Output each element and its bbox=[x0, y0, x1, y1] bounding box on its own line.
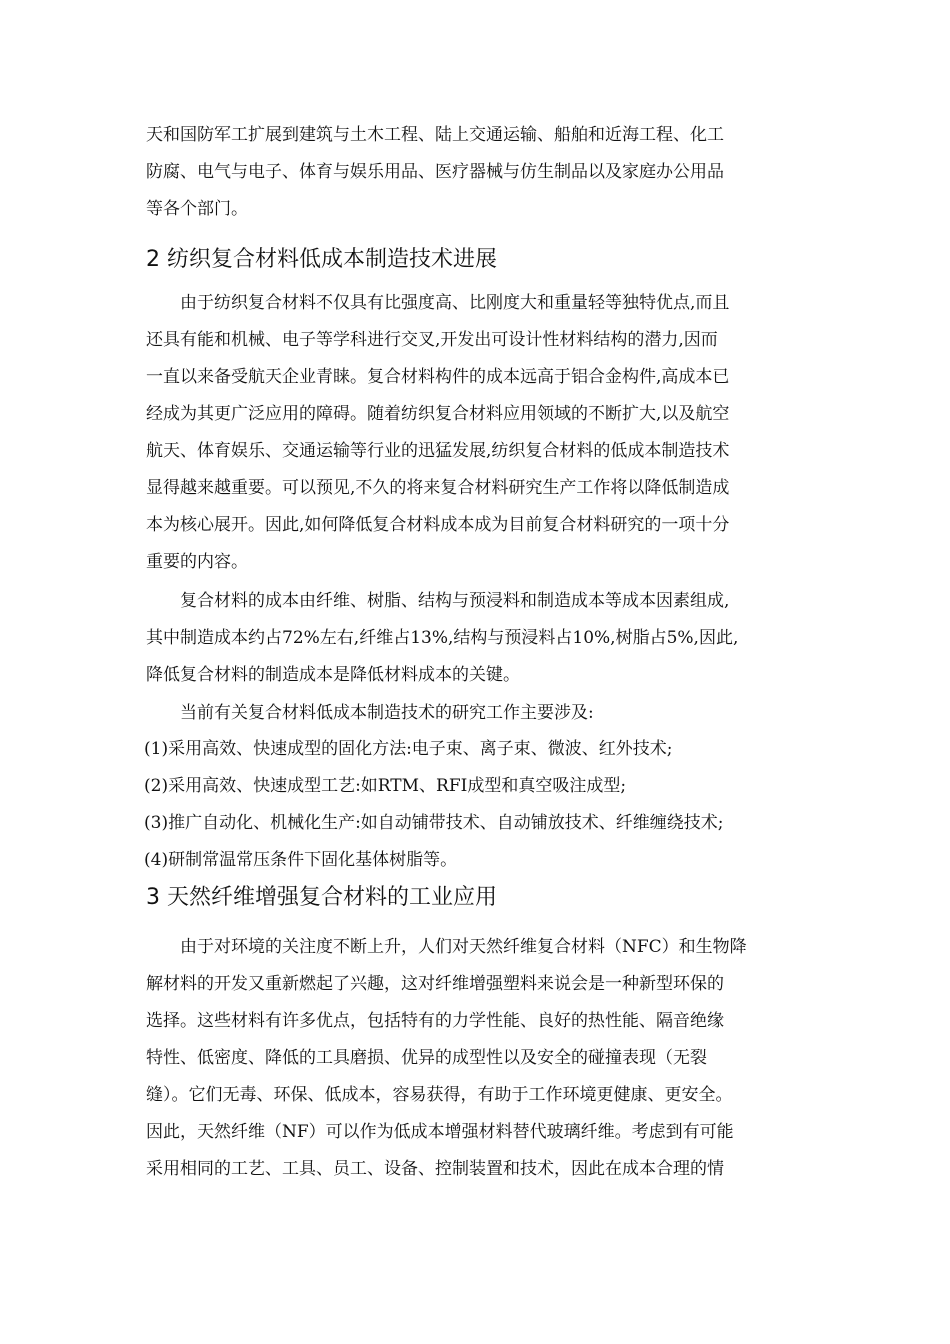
section2-paragraph-3 bbox=[146, 702, 816, 725]
section2-paragraph-1 bbox=[146, 292, 816, 574]
text-line: 经成为其更广泛应用的障碍。随着纺织复合材料应用领域的不断扩大,以及航空 bbox=[146, 404, 730, 424]
text-line: 显得越来越重要。可以预见,不久的将来复合材料研究生产工作将以降低制造成 bbox=[146, 478, 730, 498]
list-item: (1)采用高效、快速成型的固化方法:电子束、离子束、微波、红外技术; bbox=[144, 739, 673, 759]
text-line: 本为核心展开。因此,如何降低复合材料成本成为目前复合材料研究的一项十分 bbox=[146, 515, 730, 535]
section2-paragraph-2 bbox=[146, 590, 816, 687]
text-line: 缝）。它们无毒、环保、低成本，容易获得，有助于工作环境更健康、更安全。 bbox=[146, 1085, 733, 1105]
list-item: (3)推广自动化、机械化生产:如自动铺带技术、自动铺放技术、纤维缠绕技术; bbox=[144, 813, 724, 833]
heading-text: 3 天然纤维增强复合材料的工业应用 bbox=[146, 885, 497, 910]
text-line: 采用相同的工艺、工具、员工、设备、控制装置和技术，因此在成本合理的情 bbox=[146, 1159, 724, 1179]
text-line: 解材料的开发又重新燃起了兴趣，这对纤维增强塑料来说会是一种新型环保的 bbox=[146, 974, 724, 994]
text-line: 一直以来备受航天企业青睐。复合材料构件的成本远高于铝合金构件,高成本已 bbox=[146, 367, 730, 387]
heading-text: 2 纺织复合材料低成本制造技术进展 bbox=[146, 247, 497, 272]
text-line: 当前有关复合材料低成本制造技术的研究工作主要涉及: bbox=[180, 703, 594, 723]
text-line: 选择。这些材料有许多优点，包括特有的力学性能、良好的热性能、隔音绝缘 bbox=[146, 1011, 724, 1031]
text-line: 降低复合材料的制造成本是降低材料成本的关键。 bbox=[146, 665, 520, 685]
section-heading-3 bbox=[146, 884, 816, 912]
text-line: 其中制造成本约占72%左右,纤维占13%,结构与预浸料占10%,树脂占5%,因此, bbox=[146, 628, 739, 648]
list-item: (4)研制常温常压条件下固化基体树脂等。 bbox=[144, 850, 458, 870]
text-line: 重要的内容。 bbox=[146, 552, 248, 572]
text-line: 防腐、电气与电子、体育与娱乐用品、医疗器械与仿生制品以及家庭办公用品 bbox=[146, 162, 724, 182]
text-line: 由于纺织复合材料不仅具有比强度高、比刚度大和重量轻等独特优点,而且 bbox=[180, 293, 730, 313]
text-line: 还具有能和机械、电子等学科进行交叉,开发出可设计性材料结构的潜力,因而 bbox=[146, 330, 718, 350]
section3-paragraph-1 bbox=[146, 936, 816, 1181]
text-line: 复合材料的成本由纤维、树脂、结构与预浸料和制造成本等成本因素组成, bbox=[180, 591, 730, 611]
text-line: 天和国防军工扩展到建筑与土木工程、陆上交通运输、船舶和近海工程、化工 bbox=[146, 125, 724, 145]
section-heading-2 bbox=[146, 246, 816, 274]
text-line: 航天、体育娱乐、交通运输等行业的迅猛发展,纺织复合材料的低成本制造技术 bbox=[146, 441, 730, 461]
section1-tail-paragraph bbox=[146, 124, 816, 221]
text-line: 因此，天然纤维（NF）可以作为低成本增强材料替代玻璃纤维。考虑到有可能 bbox=[146, 1122, 734, 1142]
text-line: 等各个部门。 bbox=[146, 199, 248, 219]
text-line: 由于对环境的关注度不断上升，人们对天然纤维复合材料（NFC）和生物降 bbox=[180, 937, 747, 957]
section2-list bbox=[146, 738, 816, 872]
list-item: (2)采用高效、快速成型工艺:如RTM、RFI成型和真空吸注成型; bbox=[144, 776, 627, 796]
text-line: 特性、低密度、降低的工具磨损、优异的成型性以及安全的碰撞表现（无裂 bbox=[146, 1048, 707, 1068]
